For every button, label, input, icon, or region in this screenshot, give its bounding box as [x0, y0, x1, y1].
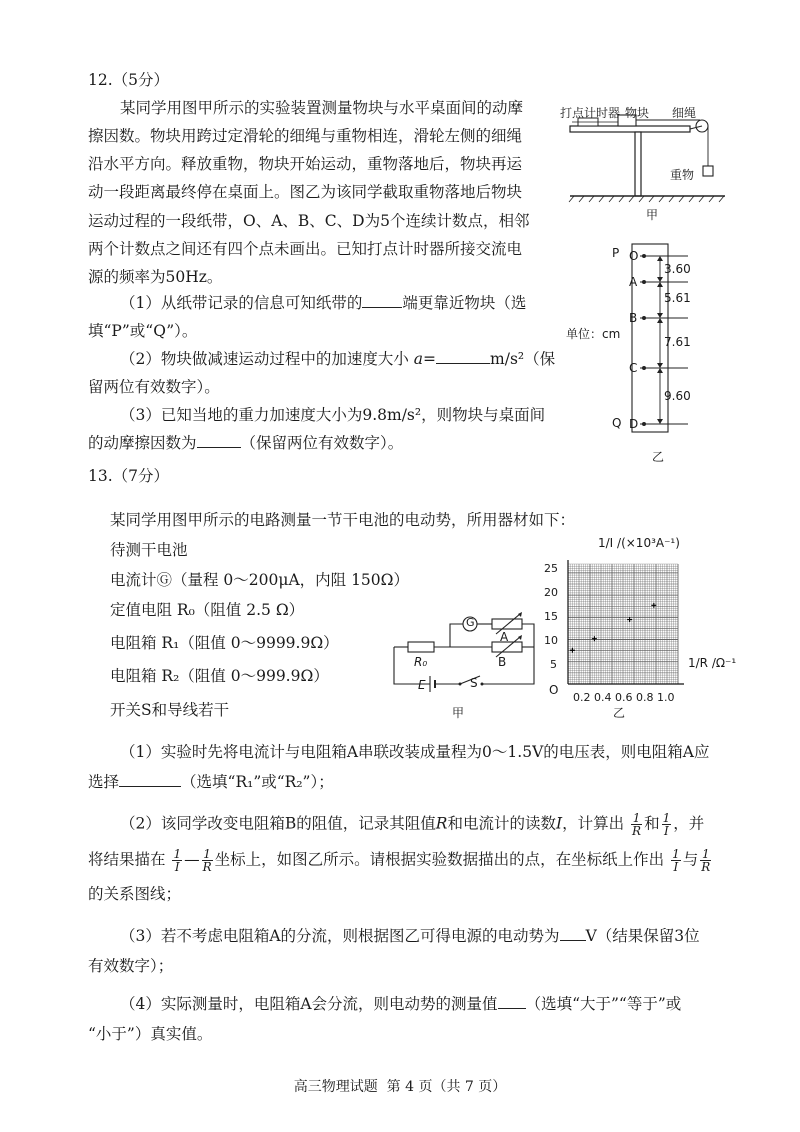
distance-label: 3.60 — [664, 262, 691, 276]
q13-sub1-cont: 选择 （选填“R₁”或“R₂”）； — [88, 773, 334, 791]
ground-hatch — [569, 196, 724, 202]
data-points — [570, 603, 656, 653]
point-dot — [642, 316, 646, 320]
fraction-1-over-i: $\frac{1}{I}$ — [662, 811, 671, 838]
circuit-label-r0: R₀ — [414, 655, 428, 669]
x-axis-label: 1/R /Ω⁻¹ — [688, 656, 737, 670]
y-tick-label: 15 — [544, 610, 558, 623]
figure-caption: 甲 — [646, 208, 659, 222]
q13-sub4-cont: “小于”）真实值。 — [88, 1025, 213, 1043]
equipment-item: 电阻箱 R₁（阻值 0～9999.9Ω） — [110, 634, 339, 652]
q12-sub2-line: （2）物块做减速运动过程中的加速度大小 a= m/s²（保 — [120, 350, 556, 368]
y-tick-label: 10 — [544, 634, 558, 647]
circuit-label-s: S — [470, 676, 478, 690]
q12-para-line: 擦因数。物块用跨过定滑轮的细绳与重物相连，滑轮左侧的细绳 — [88, 127, 523, 145]
block-label: 物块 — [625, 106, 650, 120]
y-tick-label: 20 — [544, 586, 558, 599]
q12-para-line: 两个计数点之间还有四个点未画出。已知打点计时器所接交流电 — [88, 240, 523, 258]
y-tick-label: 5 — [550, 658, 557, 671]
point-label-a: A — [629, 275, 638, 289]
footer-page-number: 第 4 页（共 7 页） — [386, 1079, 507, 1095]
equipment-item: 电流计Ⓖ（量程 0～200μA，内阻 150Ω） — [110, 571, 410, 589]
data-point — [627, 617, 632, 622]
q12-para-line: 运动过程的一段纸带，O、A、B、C、D为5个连续计数点，相邻 — [88, 212, 530, 230]
distance-label: 5.61 — [664, 291, 691, 305]
answer-blank[interactable] — [119, 772, 181, 787]
weight — [703, 166, 713, 176]
q12-para-line: 某同学用图甲所示的实验装置测量物块与水平桌面间的动摩 — [120, 99, 524, 117]
fraction-1-over-r: $\frac{1}{R}$ — [632, 811, 642, 838]
q12-para-line: 沿水平方向。释放重物，物块开始运动，重物落地后，物块再运 — [88, 155, 523, 173]
q12-number: 12.（5分） — [88, 71, 170, 89]
footer-subject: 高三物理试题 — [293, 1079, 378, 1095]
resistor-r0 — [408, 642, 434, 652]
figure-caption: 乙 — [652, 450, 665, 464]
data-point — [651, 603, 656, 608]
answer-blank[interactable] — [197, 433, 241, 448]
point-dot — [642, 422, 646, 426]
answer-blank[interactable] — [560, 926, 586, 941]
origin-label: O — [549, 683, 559, 697]
q13-sub1-line: （1）实验时先将电流计与电阻箱A串联改装成量程为0～1.5V的电压表，则电阻箱A应 — [120, 743, 710, 761]
q12-sub3-line: （3）已知当地的重力加速度大小为9.8m/s²，则物块与桌面间 — [120, 406, 546, 424]
distance-label: 7.61 — [664, 335, 691, 349]
timer-label: 打点计时器 — [560, 106, 621, 120]
circuit-label-b: B — [498, 655, 507, 669]
unit-label: 单位：cm — [566, 327, 621, 341]
q12-para-line: 动一段距离最终停在桌面上。图乙为该同学截取重物落地后物块 — [88, 183, 523, 201]
tape-strip — [632, 244, 668, 432]
table-top — [570, 126, 690, 132]
figure-caption: 乙 — [613, 706, 626, 720]
q12-para-line: 源的频率为50Hz。 — [88, 268, 223, 286]
x-tick-label: 0.8 — [636, 691, 654, 704]
x-tick-label: 1.0 — [657, 691, 675, 704]
point-dot — [642, 254, 646, 258]
q13-sub3-cont: 有效数字）； — [88, 957, 174, 975]
circuit-label-g: G — [466, 616, 475, 629]
q13-intro: 某同学用图甲所示的电路测量一节干电池的电动势，所用器材如下： — [110, 511, 576, 529]
q12-sub1-cont: 填“P”或“Q”）。 — [88, 322, 198, 340]
q13-number: 13.（7分） — [88, 467, 170, 485]
equipment-item: 待测干电池 — [110, 541, 188, 559]
q12-sub3-cont: 的动摩擦因数为 （保留两位有效数字）。 — [88, 434, 404, 452]
equipment-item: 开关S和导线若干 — [110, 701, 230, 719]
figure-caption: 甲 — [452, 706, 465, 720]
point-label-c: C — [629, 361, 638, 375]
x-tick-label: 0.4 — [594, 691, 612, 704]
rope-label: 细绳 — [672, 106, 697, 120]
q13-sub2-end: 的关系图线； — [88, 885, 182, 903]
graph-grid — [568, 564, 678, 684]
point-label-o: O — [629, 249, 639, 263]
x-tick-label: 0.6 — [615, 691, 633, 704]
y-axis-label: 1/I /(×10³A⁻¹) — [598, 536, 680, 550]
tape-end-q: Q — [612, 416, 622, 430]
circuit-label-a: A — [500, 630, 509, 644]
q13-sub4-line: （4）实际测量时，电阻箱A会分流，则电动势的测量值 （选填“大于”“等于”或 — [120, 995, 682, 1013]
answer-blank[interactable] — [436, 349, 490, 364]
q12-sub2-cont: 留两位有效数字）。 — [88, 378, 220, 396]
answer-blank[interactable] — [498, 994, 526, 1009]
point-label-b: B — [629, 311, 638, 325]
tape-end-p: P — [612, 246, 620, 260]
distance-label: 9.60 — [664, 389, 691, 403]
q13-sub3-line: （3）若不考虑电阻箱A的分流，则根据图乙可得电源的电动势为 V（结果保留3位 — [120, 927, 700, 945]
point-dot — [642, 366, 646, 370]
point-label-d: D — [629, 417, 639, 431]
circuit-label-e: E — [418, 678, 426, 692]
weight-label: 重物 — [670, 168, 695, 182]
y-tick-label: 25 — [544, 562, 558, 575]
equipment-item: 电阻箱 R₂（阻值 0～999.9Ω） — [110, 667, 329, 685]
x-tick-label: 0.2 — [573, 691, 591, 704]
graph-paper-chart — [560, 560, 690, 690]
equipment-item: 定值电阻 R₀（阻值 2.5 Ω） — [110, 601, 305, 619]
page-footer — [0, 1076, 800, 1096]
q13-sub2-line: （2）该同学改变电阻箱B的阻值，记录其阻值R和电流计的读数I，计算出 $\frac{1}{R}$ 和 $\frac{1}{I}$ ，并 — [120, 811, 705, 838]
q12-sub1-line: （1）从纸带记录的信息可知纸带的 端更靠近物块（选 — [120, 294, 527, 312]
point-dot — [642, 280, 646, 284]
q13-sub2-cont: 将结果描在 $\frac{1}{I}$ — $\frac{1}{R}$ 坐标上，如图乙所示。请根据实验数据描出的点，在坐标纸上作出 $\frac{1}{I}$ 与 $\frac{1}{R}$ — [88, 847, 711, 874]
data-point — [592, 636, 597, 641]
resistance-box-a — [492, 619, 522, 629]
graph-axes — [568, 560, 684, 684]
answer-blank[interactable] — [362, 293, 402, 308]
table-leg — [635, 132, 641, 196]
